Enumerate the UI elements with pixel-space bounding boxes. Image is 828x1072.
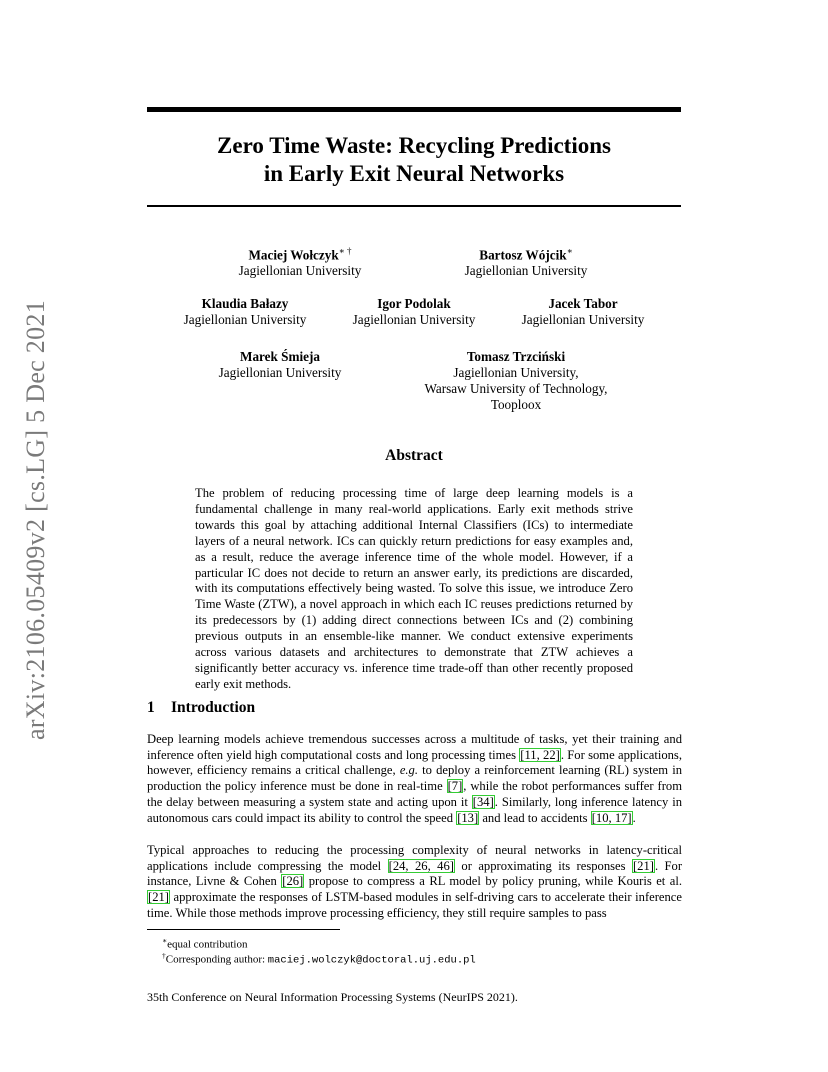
- section-title: Introduction: [171, 699, 256, 716]
- citation-link[interactable]: [21]: [148, 890, 169, 905]
- paragraph-text: . Similarly, long inference latency in autonomous cars could impact its ability to control the speed: [147, 794, 683, 825]
- author-name: Klaudia Bałazy: [201, 296, 289, 311]
- intro-paragraph-1: [147, 732, 682, 826]
- citation-link[interactable]: [34]: [472, 794, 494, 809]
- citation-link[interactable]: [24, 26, 46]: [388, 858, 454, 873]
- footnote-text: equal contribution: [167, 938, 248, 951]
- author-name: Tomasz Trzciński: [466, 349, 566, 364]
- paragraph-text: to deploy a reinforcement learning (RL) system in production the policy inference must be done in real-time: [147, 763, 682, 794]
- author-block: [425, 349, 608, 413]
- author-block: [465, 243, 588, 279]
- author-affiliation: Jagiellonian University: [183, 312, 307, 327]
- abstract-heading: Abstract: [385, 447, 443, 464]
- author-name: Jacek Tabor: [548, 296, 618, 311]
- author-block: [184, 296, 307, 328]
- footnote-text: Corresponding author:: [165, 953, 268, 966]
- paragraph-text: e.g.: [399, 763, 418, 778]
- paragraph-text: Typical approaches to reducing the processing complexity of neural networks in latency-critical applications include compressing the model: [147, 843, 682, 873]
- paragraph-text: approximate the responses of LSTM-based modules in self-driving cars to accelerate their inference time. While those methods improve processing efficiency, they still require samples to pass: [147, 890, 682, 920]
- paper-title: [147, 132, 681, 188]
- citation-link[interactable]: [26]: [282, 874, 304, 889]
- author-affiliation: Jagiellonian University: [238, 263, 362, 279]
- citation-link[interactable]: [7]: [447, 779, 463, 794]
- title-line-1: Zero Time Waste: Recycling Predictions: [217, 133, 611, 158]
- author-block: [239, 243, 362, 279]
- author-name: Bartosz Wójcik: [479, 247, 567, 263]
- author-affiliation: Jagiellonian University,: [453, 365, 579, 380]
- author-block: [219, 349, 342, 381]
- author-email: maciej.wolczyk@doctoral.uj.edu.pl: [267, 954, 476, 967]
- paragraph-text: Deep learning models achieve tremendous successes across a multitude of tasks, yet their training and inference often yield high computational costs and long processing times: [147, 732, 682, 762]
- paragraph-text: or approximating its responses: [454, 858, 632, 873]
- author-affiliation: Tooploox: [490, 397, 542, 412]
- abstract-text: The problem of reducing processing time of large deep learning models is a fundamental challenge in many real-world applications. Early exit methods strive towards this goal by attaching additional Internal Classifiers (ICs) to intermediate layers of a neural network. ICs can quickly return predictions for easy examples and, as a result, reduce the average inference time of the whole model. However, if a particular IC does not decide to return an answer early, its predictions are discarded, with its computations effectively being wasted. To solve this issue, we introduce Zero Time Waste (ZTW), a novel approach in which each IC reuses predictions returned by its predecessors by (1) adding direct connections between ICs and (2) combining previous outputs in an ensemble-like manner. We conduct extensive experiments across various datasets and architectures to demonstrate that ZTW achieves a significantly better accuracy vs. inference time trade-off than other recently proposed early exit methods.: [195, 486, 633, 691]
- arxiv-stamp: arXiv:2106.05409v2 [cs.LG] 5 Dec 2021: [21, 299, 50, 741]
- author-name: Marek Śmieja: [240, 349, 320, 364]
- citation-link[interactable]: [11, 22]: [520, 747, 560, 762]
- author-affiliation: Jagiellonian University: [521, 312, 645, 327]
- citation-link[interactable]: [10, 17]: [591, 810, 632, 825]
- footnote-2: [162, 949, 476, 968]
- section-heading: [147, 699, 255, 717]
- title-line-2: in Early Exit Neural Networks: [263, 161, 565, 186]
- author-marks: ∗ †: [338, 246, 352, 256]
- author-affiliation: Warsaw University of Technology,: [424, 381, 608, 396]
- citation-link[interactable]: [21]: [632, 858, 654, 873]
- title-rule-bottom: [147, 205, 681, 207]
- paragraph-text: .: [632, 810, 636, 825]
- author-affiliation: Jagiellonian University: [464, 263, 588, 279]
- footnote-mark: †: [162, 951, 166, 960]
- author-name: Igor Podolak: [377, 296, 451, 311]
- conference-footer: 35th Conference on Neural Information Processing Systems (NeurIPS 2021).: [147, 990, 518, 1004]
- citation-link[interactable]: [13]: [457, 810, 479, 825]
- intro-paragraph-2: [147, 843, 682, 922]
- footnote-mark: ∗: [162, 936, 168, 945]
- author-name: Maciej Wołczyk: [248, 247, 339, 263]
- paragraph-text: , while the robot performances suffer from the delay between measuring a system state and acting upon it: [147, 779, 682, 809]
- author-affiliation: Jagiellonian University: [218, 365, 342, 380]
- author-affiliation: Jagiellonian University: [352, 312, 476, 327]
- section-number: 1: [147, 699, 155, 716]
- author-block: [353, 296, 476, 328]
- title-rule-top: [147, 107, 681, 112]
- paragraph-text: . For instance, Livne & Cohen: [147, 858, 683, 889]
- author-marks: ∗: [566, 246, 573, 256]
- paragraph-text: and lead to accidents: [479, 810, 591, 825]
- paragraph-text: propose to compress a RL model by policy pruning, while Kouris et al.: [304, 874, 682, 889]
- footnote-rule: [147, 929, 340, 930]
- paragraph-text: . For some applications, however, efficiency remains a critical challenge,: [147, 747, 682, 778]
- author-block: [522, 296, 645, 328]
